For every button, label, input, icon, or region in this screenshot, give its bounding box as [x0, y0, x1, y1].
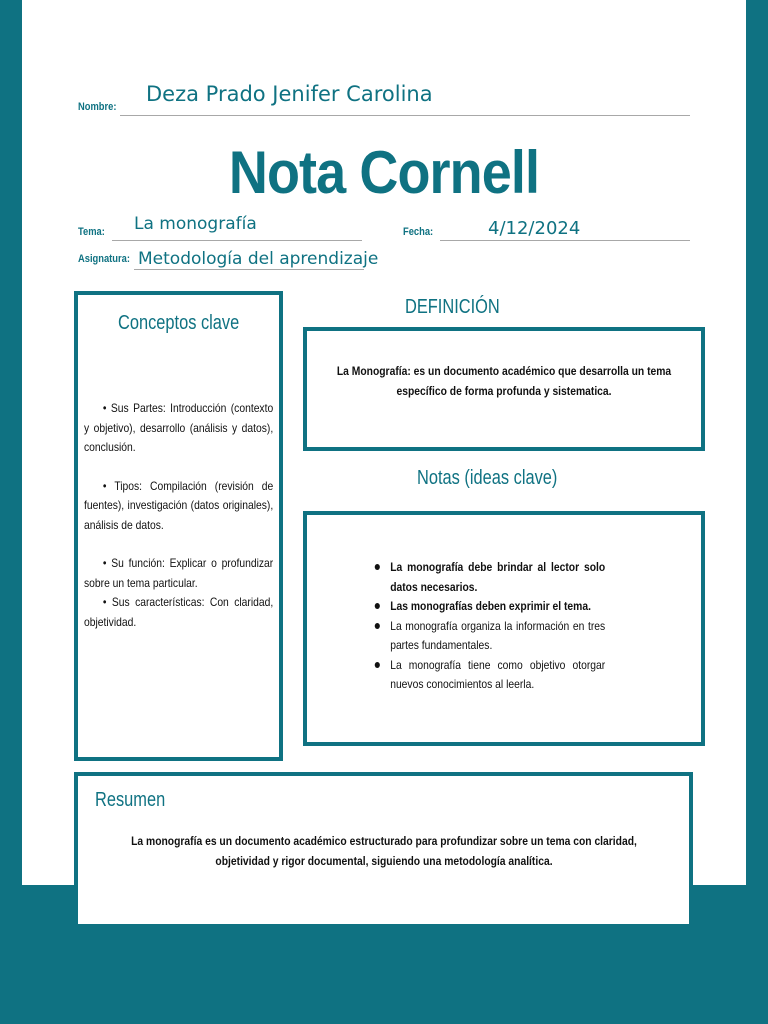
- conceptos-box: [74, 291, 283, 761]
- nombre-value[interactable]: Deza Prado Jenifer Carolina: [146, 82, 433, 106]
- definicion-box: [303, 327, 705, 451]
- definicion-heading: DEFINICIÓN: [405, 296, 500, 318]
- tema-value[interactable]: La monografía: [134, 214, 257, 234]
- notas-list: [373, 558, 643, 695]
- tema-underline: [112, 240, 362, 241]
- fecha-label: Fecha:: [403, 226, 434, 238]
- conceptos-list: [84, 399, 304, 632]
- resumen-text: La monografía es un documento académico estructurado para profundizar sobre un tema con claridad, objetividad y rigor documental, siguiendo una metodología analítica.: [131, 834, 637, 868]
- nota-item: La monografía organiza la información en tres partes fundamentales.: [373, 617, 605, 656]
- page-title: Nota Cornell: [228, 139, 540, 206]
- notas-box: [303, 511, 705, 746]
- fecha-value[interactable]: 4/12/2024: [488, 218, 581, 239]
- nombre-label: Nombre:: [78, 101, 117, 113]
- concepto-tipos: • Tipos: Compilación (revisión de fuentes), investigación (datos originales), análisis de datos.: [84, 478, 274, 532]
- concepto-caracteristicas: • Sus características: Con claridad, objetividad.: [84, 595, 274, 629]
- asignatura-value[interactable]: Metodología del aprendizaje: [138, 249, 379, 269]
- conceptos-heading: Conceptos clave: [118, 312, 240, 334]
- footer-band: [78, 924, 689, 1024]
- nombre-underline: [120, 115, 690, 116]
- nota-item: La monografía tiene como objetivo otorgar nuevos conocimientos al leerla.: [373, 656, 605, 695]
- tema-label: Tema:: [78, 226, 105, 238]
- notas-heading: Notas (ideas clave): [417, 467, 558, 489]
- asignatura-label: Asignatura:: [78, 253, 130, 265]
- resumen-heading: Resumen: [95, 789, 166, 811]
- concepto-partes: • Sus Partes: Introducción (contexto y objetivo), desarrollo (análisis y datos), conclusión.: [84, 401, 274, 454]
- resumen-box: [74, 772, 693, 932]
- definicion-text: La Monografía: es un documento académico que desarrolla un tema específico de forma profunda y sistematica.: [336, 364, 672, 398]
- nota-item: La monografía debe brindar al lector solo datos necesarios.: [373, 558, 605, 597]
- concepto-funcion: • Su función: Explicar o profundizar sobre un tema particular.: [84, 556, 274, 590]
- fecha-underline: [440, 240, 690, 241]
- nota-item: Las monografías deben exprimir el tema.: [373, 597, 605, 617]
- asignatura-underline: [134, 269, 364, 270]
